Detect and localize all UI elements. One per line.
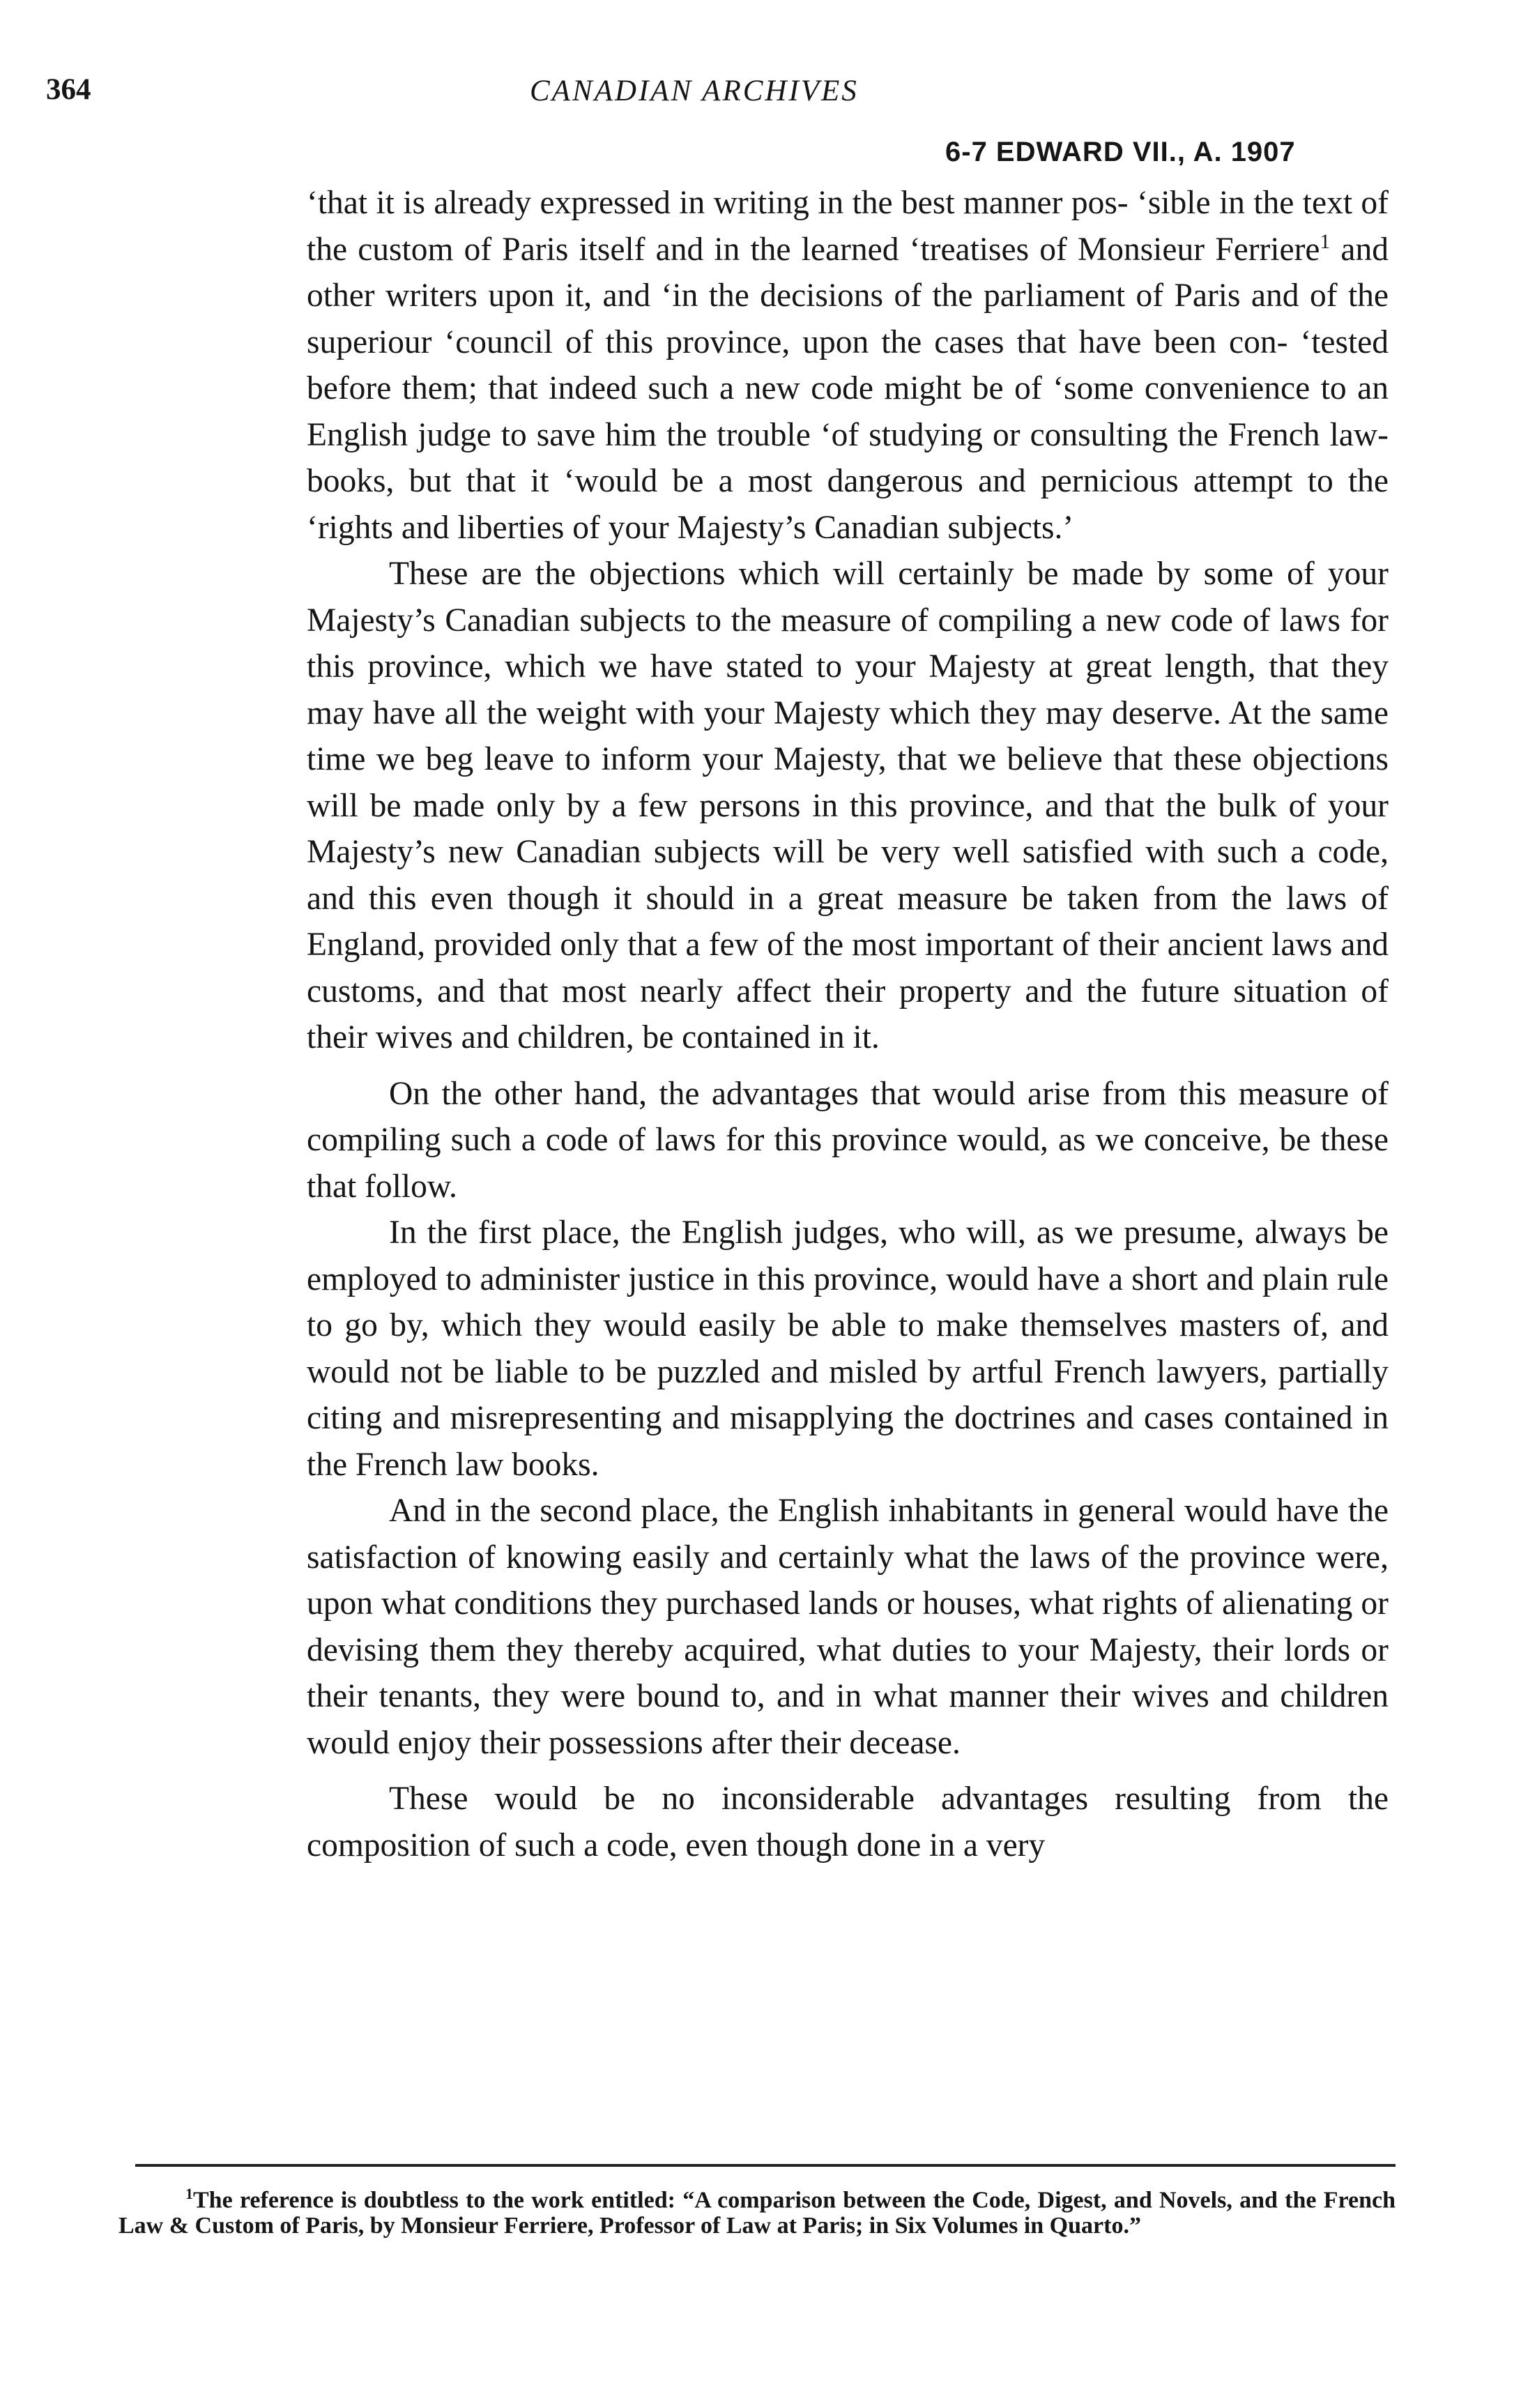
- footnote: [119, 2181, 1396, 2239]
- body-text: [307, 180, 1389, 1868]
- footnote-mark: 1: [185, 2185, 193, 2202]
- page-number: 364: [46, 73, 91, 106]
- paragraph-first-place: In the first place, the English judges, who will, as we presume, always be employed to administer justice in this province, would have a short and plain rule to go by, which they would easily be able to make themselves masters of, and would not be liable to be puzzled and misled by artful French lawyers, partially citing and misrepresenting and misapplying the doctrines and cases contained in the French law books.: [307, 1214, 1389, 1483]
- paragraph-second-place: And in the second place, the English inhabitants in general would have the satisfaction of knowing easily and certainly what the laws of the province were, upon what conditions they purchased lands or houses, what rights of alienating or devising them they thereby acquired, what duties to your Majesty, their lords or their tenants, they were bound to, and in what manner their wives and children would enjoy their possessions after their decease.: [307, 1493, 1389, 1761]
- running-title: CANADIAN ARCHIVES: [530, 75, 859, 107]
- footnote-text: The reference is doubtless to the work entitled: “A comparison between the Code, Digest, and Novels, and the French Law & Custom of Paris, by Monsieur Ferriere, Professor of Law at Paris; in Six Volumes in Quarto.”: [119, 2187, 1396, 2239]
- footnote-divider: [135, 2164, 1396, 2167]
- session-label: 6-7 EDWARD VII., A. 1907: [945, 137, 1296, 167]
- quoted-paragraph: [307, 180, 1389, 551]
- quote-text-before-ref: ‘that it is already expressed in writing in the best manner pos- ‘sible in the text of the custom of Paris itself and in the learned ‘treatises of Monsieur Ferriere: [307, 185, 1389, 268]
- paragraph-advantages: On the other hand, the advantages that would arise from this measure of compiling such a code of laws for this province would, as we conceive, be these that follow.: [307, 1075, 1389, 1205]
- quote-text-after-ref: and other writers upon it, and ‘in the decisions of the parliament of Paris and of the superiour ‘council of this province, upon the cases that have been con- ‘tested before them; that indeed such a new code might be of ‘some convenience to an English judge to save him the trouble ‘of studying or consulting the French law-books, but that it ‘would be a most dangerous and pernicious attempt to the ‘rights and liberties of your Majesty’s Canadian subjects.’: [307, 231, 1389, 546]
- paragraph-objections: These are the objections which will certainly be made by some of your Majesty’s Canadian subjects to the measure of compiling a new code of laws for this province, which we have stated to your Majesty at great length, that they may have all the weight with your Majesty which they may deserve. At the same time we beg leave to inform your Majesty, that we believe that these objections will be made only by a few persons in this province, and that the bulk of your Majesty’s new Canadian subjects will be very well satisfied with such a code, and this even though it should in a great measure be taken from the laws of England, provided only that a few of the most important of their ancient laws and customs, and that most nearly affect their property and the future situation of their wives and children, be contained in it.: [307, 556, 1389, 1056]
- paragraph-conclusion: These would be no inconsiderable advantages resulting from the composition of such a code, even though done in a very: [307, 1781, 1389, 1864]
- footnote-reference: 1: [1320, 230, 1331, 253]
